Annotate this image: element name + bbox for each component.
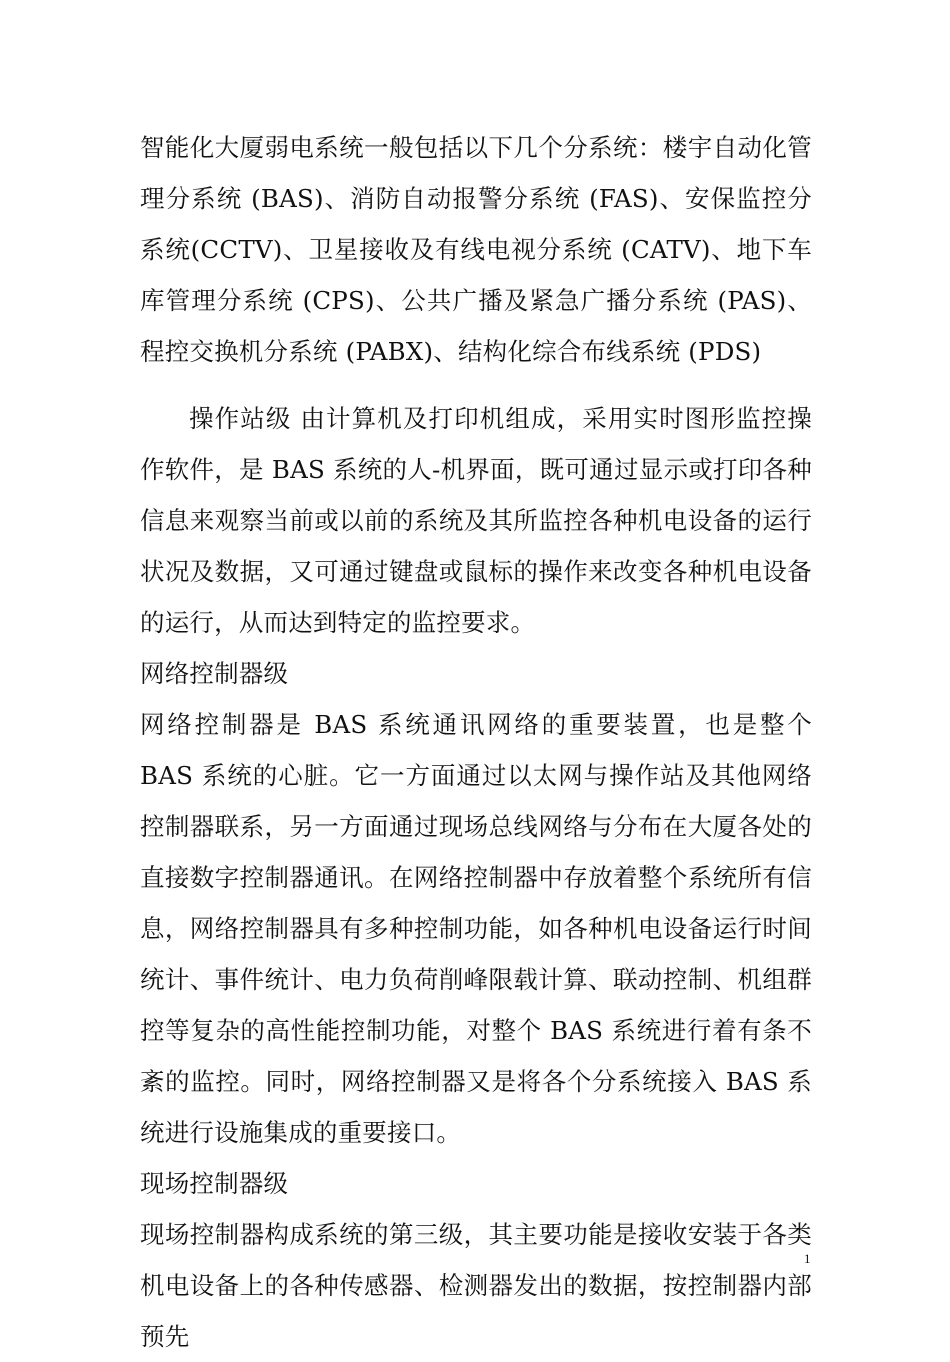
paragraph-field-controller: 现场控制器构成系统的第三级，其主要功能是接收安装于各类机电设备上的各种传感器、检测器发出的数据，按控制器内部预先 [140, 1220, 812, 1351]
paragraph-network-controller: 网络控制器是 BAS 系统通讯网络的重要装置，也是整个 BAS 系统的心脏。它一方面通过以太网与操作站及其他网络控制器联系，另一方面通过现场总线网络与分布在大厦各处的直接数字控制器通讯。在网络控制器中存放着整个系统所有信息，网络控制器具有多种控制功能，如各种机电设备运行时间统计、事件统计、电力负荷削峰限载计算、联动控制、机组群控等复杂的高性能控制功能，对整个 BAS 系统进行着有条不紊的监控。同时，网络控制器又是将各个分系统接入 BAS 系统进行设施集成的重要接口。 [140, 710, 812, 1147]
section-heading-field-controller-level: 现场控制器级 [140, 1169, 289, 1198]
paragraph-subsystems-overview: 智能化大厦弱电系统一般包括以下几个分系统：楼宇自动化管理分系统 (BAS)、消防自动报警分系统 (FAS)、安保监控分系统(CCTV)、卫星接收及有线电视分系统 (CATV)、地下车库管理分系统 (CPS)、公共广播及紧急广播分系统 (PAS)、程控交换机分系统 (PABX)、结构化综合布线系统 (PDS) [140, 133, 812, 366]
paragraph-operator-station-level: 操作站级 由计算机及打印机组成，采用实时图形监控操作软件，是 BAS 系统的人-机界面，既可通过显示或打印各种信息来观察当前或以前的系统及其所监控各种机电设备的运行状况及数据，又可通过键盘或鼠标的操作来改变各种机电设备的运行，从而达到特定的监控要求。 [140, 404, 812, 637]
page-number: 1 [804, 1251, 811, 1266]
section-heading-network-controller-level: 网络控制器级 [140, 659, 289, 688]
document-body [140, 122, 812, 1362]
